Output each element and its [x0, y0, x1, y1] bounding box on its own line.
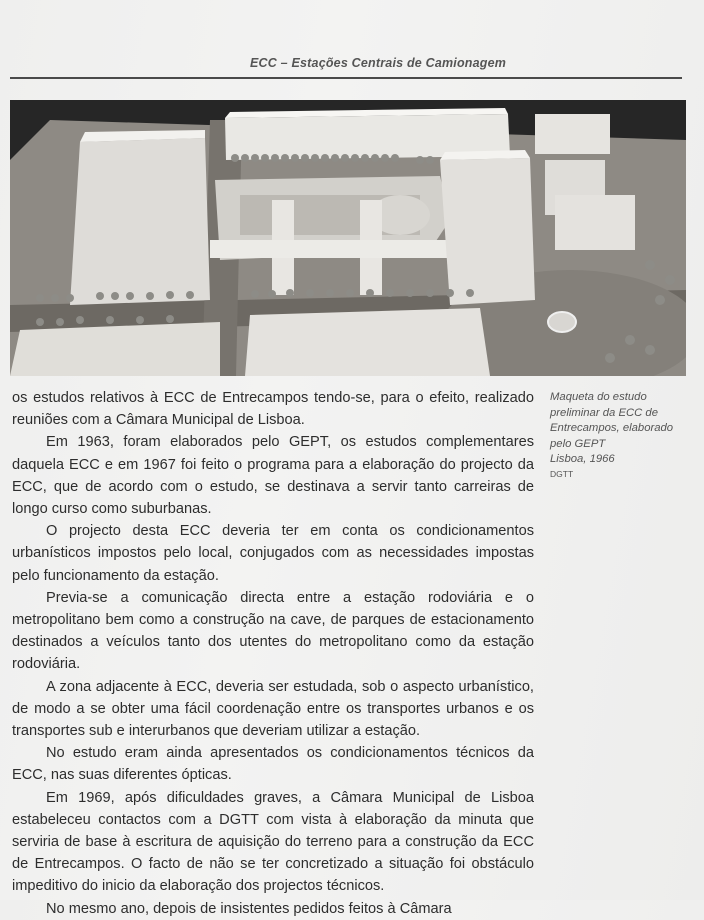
header-rule	[10, 77, 682, 79]
paragraph: O projecto desta ECC deveria ter em conta os condicionamentos urbanísticos impostos pelo local, conjugados com as necessidades impostas pelo funcionamento da estação.	[12, 523, 534, 584]
caption-line: preliminar da ECC de	[550, 406, 658, 419]
paragraph: Em 1969, após dificuldades graves, a Câmara Municipal de Lisboa estabeleceu contactos com a DGTT com vista à elaboração da minuta que serviria de base à escritura de aquisição do terreno para a construção da ECC de Entrecampos. O facto de não se ter concretizado a situação foi obstáculo impeditivo do inicio da elaboração dos projectos técnicos.	[12, 789, 534, 895]
figure-caption	[550, 390, 700, 480]
running-header: ECC – Estações Centrais de Camionagem	[250, 56, 507, 70]
caption-line: Maqueta do estudo	[550, 391, 647, 403]
caption-line: Lisboa, 1966	[550, 453, 615, 465]
paragraph: os estudos relativos à ECC de Entrecampos tendo-se, para o efeito, realizado reuniões com a Câmara Municipal de Lisboa.	[12, 390, 534, 429]
caption-line: pelo GEPT	[550, 437, 606, 450]
paragraph: Previa-se a comunicação directa entre a estação rodoviária e o metropolitano bem como a construção na cave, de parques de estacionamento destinados a veículos tanto dos utentes do metropolitano como da estação rodoviária.	[12, 589, 534, 673]
paragraph: No mesmo ano, depois de insistentes pedidos feitos à Câmara	[46, 900, 452, 917]
paragraph: Em 1963, foram elaborados pelo GEPT, os estudos complementares daquela ECC e em 1967 foi feito o programa para a elaboração do projecto da ECC, que de acordo com o estudo, se destinava a servir tanto carreiras de longo curso como suburbanas.	[12, 434, 534, 518]
caption-credit: DGTT	[550, 468, 574, 479]
body-text	[12, 387, 534, 920]
model-photograph	[10, 100, 686, 376]
caption-line: Entrecampos, elaborado	[550, 422, 674, 434]
paragraph: No estudo eram ainda apresentados os condicionamentos técnicos da ECC, nas suas diferentes ópticas.	[12, 745, 534, 784]
paragraph: A zona adjacente à ECC, deveria ser estudada, sob o aspecto urbanístico, de modo a se obter uma fácil coordenação entre os transportes urbanos e os transportes sub e interurbanos que deveriam utilizar a estação.	[12, 678, 534, 740]
